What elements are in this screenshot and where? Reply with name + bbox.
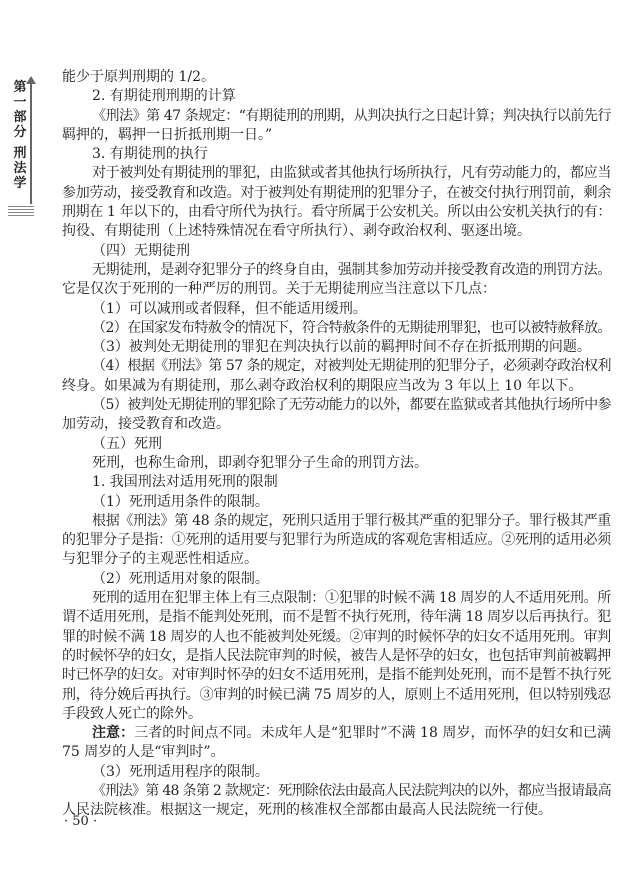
line-text: （4）根据《刑法》第 57 条的规定，对被判处无期徒刑的犯罪分子，必须剥夺政治权利 — [92, 358, 611, 375]
line-content — [62, 281, 496, 297]
text-line — [62, 164, 612, 183]
text-line — [62, 686, 612, 705]
text-line — [62, 435, 612, 454]
text-line — [62, 705, 612, 724]
line-content — [62, 629, 611, 645]
part-label-char: 分 — [13, 125, 27, 140]
text-line — [62, 261, 612, 280]
line-content — [92, 783, 611, 799]
line-text: 人民法院核准。根据这一规定，死刑的核准权全部都由最高人民法院统一行使。 — [62, 802, 552, 819]
line-content — [92, 571, 269, 587]
text-line — [62, 396, 612, 415]
line-text: 无期徒刑，是剥夺犯罪分子的终身自由，强制其参加劳动并接受教育改造的刑罚方法。 — [92, 261, 611, 278]
line-content — [92, 397, 611, 413]
part-label-char: 部 — [13, 110, 27, 125]
line-content — [62, 378, 583, 394]
line-content — [92, 590, 611, 606]
part-label-char: 学 — [13, 176, 27, 191]
line-text: 的犯罪分子是指：①死刑的适用要与犯罪行为所造成的客观危害相适应。②死刑的适用必须 — [62, 532, 611, 549]
line-text: 3. 有期徒刑的执行 — [92, 146, 208, 163]
line-content — [92, 262, 611, 278]
text-line — [62, 242, 612, 261]
text-line — [62, 203, 612, 222]
line-content — [92, 725, 611, 741]
line-content — [62, 667, 611, 683]
text-line — [62, 454, 612, 473]
text-line — [62, 68, 612, 87]
line-text: 谓不适用死刑，是指不能判处死刑，而不是暂不执行死刑，待年满 18 周岁以后再执行。犯 — [62, 609, 611, 626]
line-text: 75 周岁的人是“审判时”。 — [62, 744, 225, 761]
line-text: 时已怀孕的妇女。对审判时怀孕的妇女不适用死刑，是指不能判处死刑，而不是暂不执行死 — [62, 667, 611, 684]
line-content — [92, 436, 162, 452]
text-line — [62, 531, 612, 550]
part-sidebar-marker — [8, 80, 36, 220]
line-text: 手段致人死亡的除外。 — [62, 705, 202, 722]
line-text: （1）死刑适用条件的限制。 — [92, 493, 269, 510]
text-line — [62, 782, 612, 801]
line-text: 刑，待分娩后再执行。③审判的时候已满 75 周岁的人，原则上不适用死刑，但以特别残忍 — [62, 686, 611, 703]
text-line — [62, 628, 612, 647]
line-text: 根据《刑法》第 48 条的规定，死刑只适用于罪行极其严重的犯罪分子。罪行极其严重 — [92, 512, 611, 529]
stripe-decoration — [8, 206, 34, 218]
line-text: 的时候怀孕的妇女，是指人民法院审判的时候，被告人是怀孕的妇女，也包括审判前被羁押 — [62, 647, 611, 664]
line-content — [92, 301, 367, 317]
line-content — [92, 764, 269, 780]
line-content — [92, 88, 236, 104]
text-line — [62, 743, 612, 762]
text-line — [62, 280, 612, 299]
line-content — [92, 108, 611, 124]
line-text: （3）死刑适用程序的限制。 — [92, 763, 269, 780]
line-text: 对于被判处有期徒刑的罪犯，由监狱或者其他执行场所执行，凡有劳动能力的，都应当 — [92, 165, 611, 182]
line-content — [62, 687, 611, 703]
up-arrow-icon — [30, 80, 32, 204]
line-text: 能少于原判刑期的 1/2。 — [62, 69, 215, 85]
text-line — [62, 377, 612, 396]
text-line — [62, 126, 612, 145]
line-content — [62, 551, 258, 567]
line-text: 1. 我国刑法对适用死刑的限制 — [92, 474, 278, 491]
text-line — [62, 608, 612, 627]
line-content — [92, 358, 611, 374]
line-text: 《刑法》第 48 条第 2 款规定：死刑除依法由最高人民法院判决的以外，都应当报请最高 — [92, 782, 611, 799]
line-content — [62, 706, 202, 722]
text-line — [62, 338, 612, 357]
line-text: （5）被判处无期徒刑的罪犯除了无劳动能力的以外，都要在监狱或者其他执行场所中参 — [92, 397, 611, 414]
line-text: 拘役、有期徒刑（上述特殊情况在看守所执行）、剥夺政治权利、驱逐出境。 — [62, 223, 531, 240]
line-content — [62, 648, 611, 664]
text-line — [62, 763, 612, 782]
note-label: 注意： — [92, 725, 135, 742]
line-text: 刑期在 1 年以下的，由看守所代为执行。看守所属于公安机关。所以由公安机关执行的有： — [62, 204, 611, 221]
text-line — [62, 550, 612, 569]
part-label-char: 法 — [13, 161, 27, 176]
part-label — [12, 80, 28, 191]
line-content — [92, 339, 591, 355]
part-label-char: 刑 — [13, 146, 27, 161]
line-content — [92, 165, 611, 181]
part-label-char: 一 — [13, 95, 27, 110]
line-content — [92, 146, 208, 162]
text-line — [62, 222, 612, 241]
line-content — [92, 455, 428, 471]
line-text: 与犯罪分子的主观恶性相适应。 — [62, 551, 258, 568]
line-text: 死刑的适用在犯罪主体上有三点限制：①犯罪的时候不满 18 周岁的人不适用死刑。所 — [92, 590, 611, 607]
line-content — [62, 223, 531, 239]
line-content — [92, 320, 611, 336]
line-text: 终身。如果减为有期徒刑，那么剥夺政治权利的期限应当改为 3 年以上 10 年以下。 — [62, 377, 583, 394]
text-line — [62, 145, 612, 164]
line-text: 参加劳动，接受教育和改造。对于被判处有期徒刑的犯罪分子，在被交付执行刑罚前，剩余 — [62, 184, 611, 201]
text-line — [62, 415, 612, 434]
line-content — [62, 532, 611, 548]
text-line — [62, 319, 612, 338]
text-line — [62, 357, 612, 376]
line-content — [92, 494, 269, 510]
text-line — [62, 512, 612, 531]
text-line — [62, 570, 612, 589]
line-text: （2）在国家发布特赦令的情况下，符合特赦条件的无期徒刑罪犯，也可以被特赦释放。 — [92, 319, 611, 336]
line-text: （2）死刑适用对象的限制。 — [92, 570, 269, 587]
text-line — [62, 473, 612, 492]
line-text: 三者的时间点不同。未成年人是“犯罪时”不满 18 周岁，而怀孕的妇女和已满 — [134, 725, 612, 742]
part-label-char: 第 — [13, 80, 27, 95]
line-text: 羁押的，羁押一日折抵刑期一日。” — [62, 126, 273, 143]
line-text: 死刑，也称生命刑，即剥夺犯罪分子生命的刑罚方法。 — [92, 454, 428, 471]
text-line — [62, 589, 612, 608]
text-line — [62, 493, 612, 512]
line-content — [62, 204, 611, 220]
page-number: · 50 · — [64, 814, 98, 829]
line-text: （1）可以减刑或者假释，但不能适用缓刑。 — [92, 300, 367, 317]
line-content — [92, 243, 190, 259]
text-line — [62, 647, 612, 666]
line-content — [92, 513, 611, 529]
line-content — [62, 609, 611, 625]
text-line — [62, 87, 612, 106]
line-text: （四）无期徒刑 — [92, 242, 190, 259]
text-line — [62, 801, 612, 820]
line-text: 《刑法》第 47 条规定：“有期徒刑的刑期，从判决执行之日起计算；判决执行以前先行 — [92, 107, 611, 124]
line-text: 它是仅次于死刑的一种严厉的刑罚。关于无期徒刑应当注意以下几点： — [62, 281, 496, 298]
line-text: 加劳动，接受教育和改造。 — [62, 416, 230, 433]
text-line — [62, 666, 612, 685]
line-text: 2. 有期徒刑刑期的计算 — [92, 88, 236, 105]
line-text: （五）死刑 — [92, 435, 162, 452]
line-text: （3）被判处无期徒刑的罪犯在判决执行以前的羁押时间不存在折抵刑期的问题。 — [92, 339, 591, 356]
body-text — [62, 68, 612, 821]
line-content — [62, 127, 272, 143]
line-text: 罪的时候不满 18 周岁的人也不能被判处死缓。②审判的时候怀孕的妇女不适用死刑。审判 — [62, 628, 611, 645]
line-content — [62, 802, 552, 818]
text-line — [62, 724, 612, 743]
text-line — [62, 300, 612, 319]
line-content — [62, 69, 215, 85]
text-line — [62, 184, 612, 203]
line-content — [92, 474, 278, 490]
line-content — [62, 416, 230, 432]
line-content — [62, 185, 611, 201]
text-line — [62, 107, 612, 126]
line-content — [62, 744, 225, 760]
